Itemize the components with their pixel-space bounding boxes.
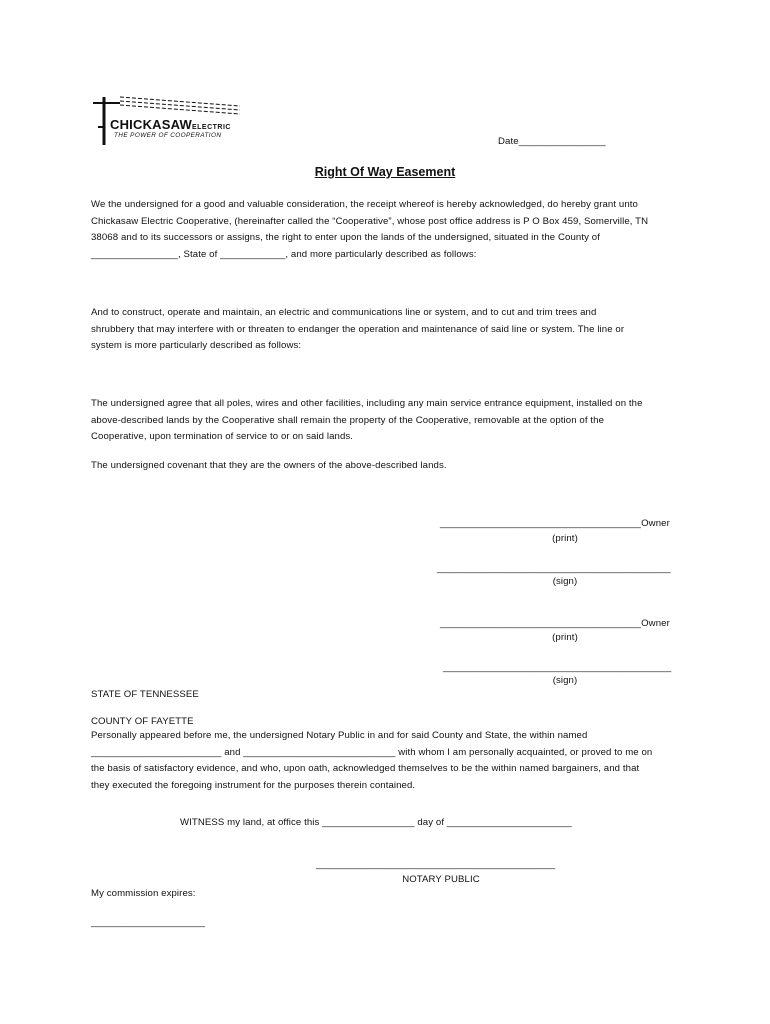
state-heading: STATE OF TENNESSEE — [91, 689, 199, 700]
logo-wordmark — [110, 117, 231, 132]
paragraph-line: Chickasaw Electric Cooperative, (hereinafter called the “Cooperative”, whose post office address is P O Box 459, Somerville, TN — [91, 215, 649, 227]
owner2-sign-label: (sign) — [552, 675, 578, 686]
notary-signature-field[interactable]: ____________________________________________ — [316, 859, 556, 870]
notary-public-label: NOTARY PUBLIC — [402, 874, 480, 885]
paragraph-line: shrubbery that may interfere with or threaten to endanger the operation and maintenance of said line or system. The line or — [91, 323, 625, 335]
owner1-sign-field[interactable]: ___________________________________________ — [437, 563, 671, 574]
owner1-sign-label: (sign) — [552, 576, 578, 587]
commission-expiry-field[interactable]: _____________________ — [91, 917, 206, 928]
paragraph-line: system is more particularly described as follows: — [91, 340, 302, 351]
chickasaw-electric-logo — [90, 93, 250, 149]
bargainer-name-blanks[interactable]: ________________________ and ____________________________ with whom I am personally acquainted, or proved to me on — [91, 746, 653, 758]
logo-name: CHICKASAW — [110, 117, 192, 132]
paragraph-line: above-described lands by the Cooperative shall remain the property of the Cooperative, removable at the option of the — [91, 414, 605, 426]
logo-suffix: ELECTRIC — [191, 124, 231, 131]
paragraph-line: The undersigned agree that all poles, wires and other facilities, including any main service entrance equipment, installed on the — [91, 398, 643, 409]
covenant-statement: The undersigned covenant that they are the owners of the above-described lands. — [91, 460, 447, 471]
owner2-print-field[interactable]: _____________________________________Owner — [440, 618, 670, 629]
paragraph-line: And to construct, operate and maintain, an electric and communications line or system, and to cut and trim trees and — [91, 307, 597, 318]
notary-paragraph — [91, 728, 652, 794]
construct-paragraph — [91, 305, 624, 355]
witness-line[interactable]: WITNESS my land, at office this _________________ day of _______________________ — [180, 817, 572, 828]
owner1-print-field[interactable]: _____________________________________Owner — [440, 518, 670, 529]
owner1-print-label: (print) — [552, 533, 578, 544]
paragraph-line: the basis of satisfactory evidence, and who, upon oath, acknowledged themselves to be the within named bargainers, and that — [91, 763, 640, 774]
document-title: Right Of Way Easement — [314, 165, 456, 179]
paragraph-line: Cooperative, upon termination of service to or on said lands. — [91, 431, 354, 442]
facilities-paragraph — [91, 396, 643, 446]
owner2-sign-field[interactable]: __________________________________________ — [443, 662, 672, 673]
paragraph-line: they executed the foregoing instrument for the purposes therein contained. — [91, 779, 416, 791]
date-field[interactable]: Date________________ — [498, 136, 606, 147]
commission-label: My commission expires: — [91, 888, 196, 899]
grant-paragraph — [91, 197, 648, 263]
paragraph-line: We the undersigned for a good and valuable consideration, the receipt whereof is hereby acknowledged, do hereby grant unto — [91, 199, 638, 210]
county-heading: COUNTY OF FAYETTE — [91, 716, 194, 727]
county-state-blanks[interactable]: ________________, State of ____________, and more particularly described as follows: — [91, 248, 477, 260]
owner2-print-label: (print) — [552, 632, 578, 643]
logo-tagline: THE POWER OF COOPERATION — [114, 132, 222, 139]
paragraph-line: Personally appeared before me, the undersigned Notary Public in and for said County and State, the within named — [91, 730, 588, 741]
paragraph-line: 38068 and to its successors or assigns, the right to enter upon the lands of the undersigned, situated in the County of — [91, 232, 600, 243]
